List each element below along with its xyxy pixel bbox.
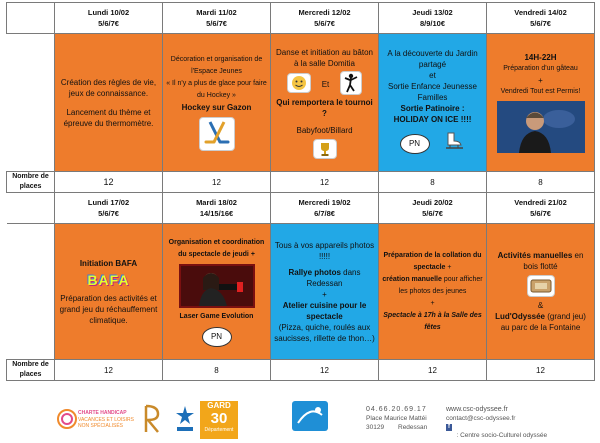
places-count: 12 (271, 172, 379, 193)
day-price: 5/6/7€ (530, 19, 551, 28)
places-count: 12 (55, 172, 163, 193)
activity-text: Création des règles de vie, jeux de connaissance. (60, 77, 157, 98)
activity-text: pour afficher les photos des jeunes (398, 275, 483, 295)
postcode-text: 30129 (366, 424, 385, 431)
redessan-logo (142, 402, 164, 438)
ice-skate-icon (442, 130, 466, 157)
day-header (55, 3, 163, 34)
dancer-icon (340, 71, 362, 95)
activity-title: Atelier cuisine pour le spectacle (282, 300, 367, 321)
activity-text: Sortie Enfance Jeunesse Familles (388, 82, 477, 102)
day-price: 5/6/7€ (422, 209, 443, 218)
pn-badge: PN (400, 134, 430, 154)
activity-monday-10 (55, 34, 163, 172)
bafa-logo: BAFA (87, 271, 130, 288)
activity-title: Activités manuelles (497, 251, 573, 260)
amp-text: & (537, 301, 544, 310)
gard-logo (200, 401, 238, 439)
places-count: 12 (271, 360, 379, 381)
day-name: Mardi 18/02 (196, 198, 237, 207)
gard-text: GARD (207, 401, 231, 410)
corner-cell (7, 3, 55, 34)
gard-number: 30 (210, 410, 228, 427)
week2-activity-row (7, 224, 595, 360)
day-price: 5/6/7€ (530, 209, 551, 218)
day-header (163, 3, 271, 34)
day-header (163, 193, 271, 224)
activity-title: création manuelle (382, 275, 442, 283)
plus-text: + (538, 76, 543, 85)
activity-text: Babyfoot/Billard (296, 125, 353, 135)
day-header (487, 3, 595, 34)
day-header (271, 193, 379, 224)
activity-title: Qui remportera le tournoi ? (276, 97, 373, 118)
day-name: Lundi 17/02 (87, 198, 130, 207)
city-text: Redessan (398, 424, 428, 431)
activity-monday-17 (55, 224, 163, 360)
activity-text: Préparation d'un gâteau (503, 65, 578, 72)
day-name: Lundi 10/02 (87, 8, 130, 17)
week1-activity-row (7, 34, 595, 172)
gard-subtext: Département (204, 427, 234, 433)
places-label: Nombre de places (7, 360, 55, 381)
week2-header-row (7, 193, 595, 224)
places-label: Nombre de places (7, 172, 55, 193)
day-name: Mardi 11/02 (196, 8, 237, 17)
week1-places-row (7, 172, 595, 193)
hockey-stick-icon (199, 117, 235, 151)
activity-title: Spectacle à 17h à la Salle des fêtes (383, 311, 482, 331)
activity-text: Danse et initiation au bâton à la salle Domitia (276, 47, 373, 68)
facebook-text: : Centre socio-Culturel odyssée (456, 432, 548, 439)
driftwood-craft-icon (527, 275, 555, 297)
week2-places-row (7, 360, 595, 381)
activity-title: Préparation de la collation du spectacle (383, 251, 482, 271)
day-header (487, 193, 595, 224)
activity-thursday-20 (379, 224, 487, 360)
places-count: 12 (55, 360, 163, 381)
charte-text: VACANCES ET LOISIRS (78, 417, 134, 423)
day-price: 5/6/7€ (98, 19, 119, 28)
activity-title: Lud'Odyssée (495, 312, 545, 321)
empty-cell (7, 224, 55, 360)
activity-title: Sortie Patinoire : HOLIDAY ON ICE !!!! (393, 104, 472, 124)
activity-text: (Pizza, quiche, roulés aux saucisses, rillette de thon…) (274, 322, 375, 343)
empty-cell (7, 34, 55, 172)
address-text: Place Maurice Mattéi (366, 415, 427, 422)
plus-text: + (322, 289, 327, 299)
day-price: 6/7/8€ (314, 209, 335, 218)
day-name: Jeudi 20/02 (412, 198, 453, 207)
charte-text: NON SPÉCIALISÉS (78, 423, 124, 429)
pn-badge: PN (202, 327, 232, 347)
activity-title: Laser Game Evolution (179, 312, 254, 320)
day-price: 8/9/10€ (419, 19, 446, 28)
laser-game-photo (179, 264, 255, 308)
day-price: 14/15/16€ (199, 209, 234, 218)
day-price: 5/6/7€ (206, 19, 227, 28)
activity-text: Lancement du thème et épreuve du thermomètre. (63, 107, 154, 128)
day-header (379, 3, 487, 34)
and-text: Et (321, 79, 330, 89)
day-header (379, 193, 487, 224)
places-count: 12 (379, 360, 487, 381)
places-count: 8 (379, 172, 487, 193)
day-name: Mercredi 12/02 (298, 8, 351, 17)
activity-text: en bois flotté (523, 251, 584, 271)
facebook-row[interactable] (446, 424, 547, 442)
day-price: 5/6/7€ (98, 209, 119, 218)
footer (0, 398, 600, 443)
day-name: Vendredi 21/02 (514, 198, 567, 207)
day-name: Jeudi 13/02 (412, 8, 453, 17)
charte-handicap-logo (56, 406, 136, 434)
day-header (55, 193, 163, 224)
activity-friday-21 (487, 224, 595, 360)
activity-friday-14 (487, 34, 595, 172)
activity-wednesday-12 (271, 34, 379, 172)
activity-text: Préparation des activités et grand jeu du réchauffement climatique. (59, 293, 158, 325)
facebook-icon: f (448, 424, 450, 430)
empty-cell (7, 193, 55, 224)
places-count: 12 (487, 360, 595, 381)
activity-tuesday-11 (163, 34, 271, 172)
phone-text: 04.66.20.69.17 (366, 406, 427, 413)
email-link[interactable]: contact@csc-odyssee.fr (446, 415, 516, 422)
centre-odyssee-logo (292, 401, 328, 431)
activity-wednesday-19 (271, 224, 379, 360)
caf-logo (174, 404, 196, 434)
activity-title: Rallye photos (288, 267, 341, 277)
charte-text: CHARTE HANDICAP (78, 410, 127, 416)
plus-text: + (430, 299, 435, 307)
and-text: et (429, 71, 436, 80)
activity-title: Organisation et coordination du spectacle de jeudi + (168, 238, 265, 258)
places-count: 8 (487, 172, 595, 193)
activity-text: dans Redessan (306, 267, 361, 288)
activity-text: (grand jeu) au parc de la Fontaine (500, 312, 586, 332)
places-count: 8 (163, 360, 271, 381)
places-count: 12 (163, 172, 271, 193)
smiley-face-icon (287, 73, 311, 93)
activity-text: Décoration et organisation de l'Espace Jeunes (170, 56, 263, 75)
trophy-icon (313, 139, 337, 159)
day-name: Mercredi 19/02 (298, 198, 351, 207)
plus-text: + (447, 263, 452, 271)
activity-tuesday-18 (163, 224, 271, 360)
activity-text: A la découverte du Jardin partagé (387, 49, 478, 69)
activity-title: Vendredi Tout est Permis! (500, 88, 581, 95)
schedule-table (6, 2, 595, 381)
week1-header-row (7, 3, 595, 34)
website-link[interactable]: www.csc-odyssee.fr (446, 406, 508, 413)
activity-time: 14H-22H (524, 53, 557, 62)
activity-thursday-13 (379, 34, 487, 172)
day-name: Vendredi 14/02 (514, 8, 567, 17)
tv-show-photo (497, 101, 585, 153)
activity-text: « Il n'y a plus de glace pour faire du Hockey » (166, 80, 267, 99)
activity-title: Hockey sur Gazon (181, 103, 252, 112)
day-header (271, 3, 379, 34)
activity-text: Tous à vos appareils photos !!!!! (274, 240, 375, 261)
day-price: 5/6/7€ (314, 19, 335, 28)
activity-title: Initiation BAFA (79, 258, 138, 268)
